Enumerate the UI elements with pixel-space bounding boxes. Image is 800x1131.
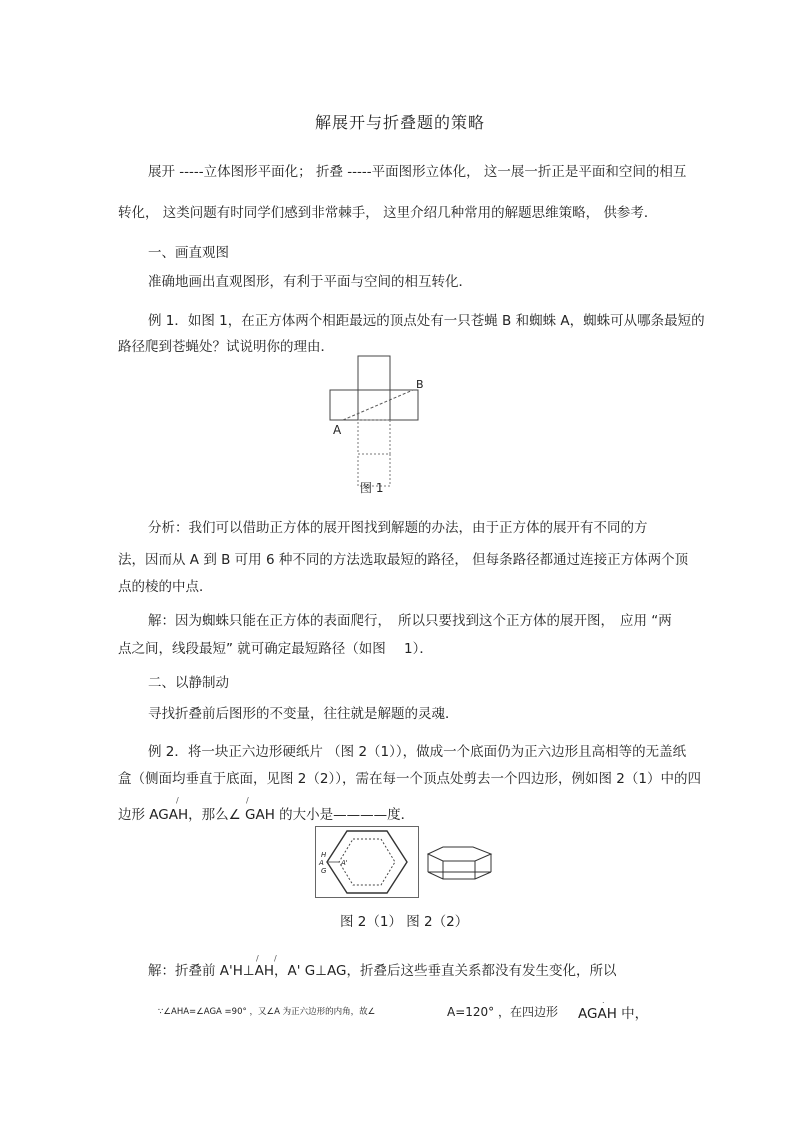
prime-mark: / [274,954,277,963]
figure-2-label-g: G [321,867,327,875]
analysis-line-3: 点的棱的中点． [118,579,213,595]
section-2-lead: 寻找折叠前后图形的不变量，往往就是解题的灵魂． [148,706,459,722]
example-1-line-2: 路径爬到苍蝇处？试说明你的理由． [118,339,334,355]
intro-paragraph-line-1: 展开 -----立体图形平面化； 折叠 -----平面图形立体化， 这一展一折正是平面和空间的相互 [148,164,687,180]
prime-mark: . [602,996,605,1005]
solution-2-line-2-part-c: AGAH 中， [578,1006,649,1022]
figure-2-label-a-prime: A' [341,859,348,867]
prime-mark: / [176,796,179,805]
figure-1-caption: 图 1 [360,481,384,495]
cube-net-figure [325,350,425,500]
solution-2-line-2-part-a: ∵∠AHA=∠AGA =90° ，又∠A 为正六边形的内角，故∠ [158,1007,376,1017]
example-2-line-3: 边形 AGAH，那么∠ GAH 的大小是————度． [118,807,415,823]
example-2-line-2: 盒（侧面均垂直于底面，见图 2（2）），需在每一个顶点处剪去一个四边形，例如图 2（1）中的四 [118,771,701,787]
figure-2-label-h: H [321,851,327,859]
prime-mark: / [256,954,259,963]
page-title: 解展开与折叠题的策略 [314,113,485,132]
solution-1-line-1-part-c: 应用 “两 [620,613,672,629]
example-2-line-1: 例 2．将一块正六边形硬纸片 （图 2（1）），做成一个底面仍为正六边形且高相等的无盖纸 [148,744,687,760]
figure-1-label-b: B [416,378,424,391]
solution-1-line-1-part-a: 解：因为蜘蛛只能在正方体的表面爬行， [148,613,391,629]
solution-2-line-1: 解：折叠前 A'H⊥AH，A' G⊥AG，折叠后这些垂直关系都没有发生变化，所以 [148,963,617,979]
example-1-line-1: 例 1．如图 1，在正方体两个相距最远的顶点处有一只苍蝇 B 和蜘蛛 A，蜘蛛可从哪条最短的 [148,313,705,329]
section-1-heading: 一、画直观图 [148,245,229,261]
solution-2-line-2-part-b: A=120° ，在四边形 [447,1005,558,1019]
analysis-line-2: 法，因而从 A 到 B 可用 6 种不同的方法选取最短的路径， 但每条路径都通过连接正方体两个顶 [118,552,689,568]
section-2-heading: 二、以静制动 [148,675,229,691]
figure-1-label-a: A [333,423,342,437]
hexagon-box-figure [315,826,505,898]
section-1-lead: 准确地画出直观图形，有利于平面与空间的相互转化． [148,274,472,290]
intro-paragraph-line-2: 转化， 这类问题有时同学们感到非常棘手， 这里介绍几种常用的解题思维策略， 供参考． [118,205,658,221]
figure-2-label-a: A [319,859,324,867]
prime-mark: / [246,796,249,805]
analysis-line-1: 分析：我们可以借助正方体的展开图找到解题的办法，由于正方体的展开有不同的方 [148,520,648,536]
solution-1-line-2-part-a: 点之间，线段最短” 就可确定最短路径（如图 [118,641,386,657]
figure-2-caption: 图 2（1） 图 2（2） [340,914,469,930]
solution-1-line-1-part-b: 所以只要找到这个正方体的展开图， [398,613,614,629]
solution-1-line-2-part-b: 1）． [404,641,433,657]
